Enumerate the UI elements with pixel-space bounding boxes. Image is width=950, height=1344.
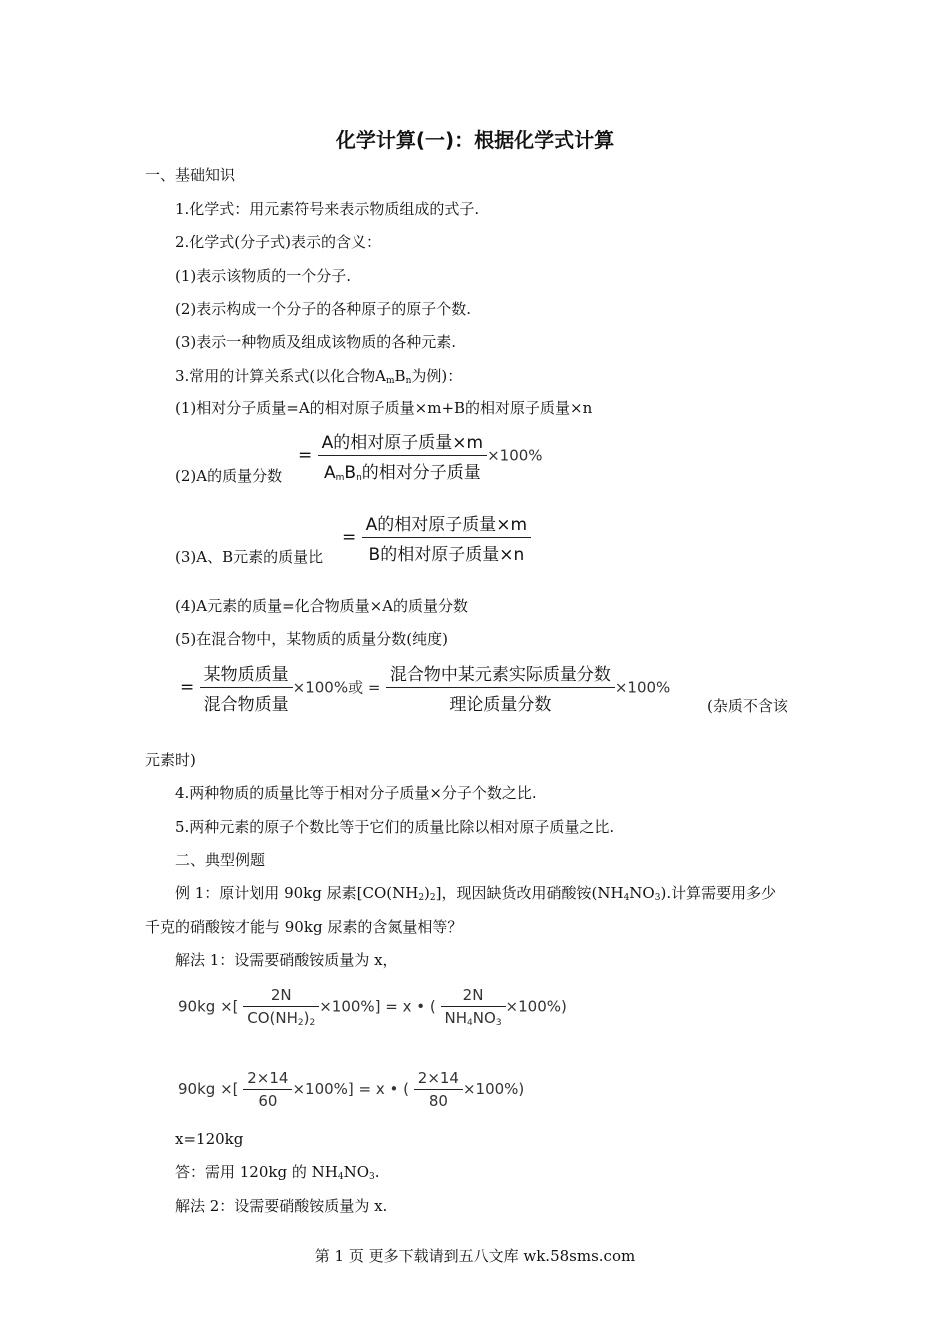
- label-mass-ratio: (3)A、B元素的质量比: [175, 548, 324, 566]
- line-meaning-1: (1)表示该物质的一个分子.: [175, 267, 352, 285]
- formula-purity: [180, 660, 670, 715]
- fraction: [386, 660, 615, 715]
- denominator-text: 的相对分子质量: [361, 463, 481, 483]
- solution-1-intro: 解法 1：设需要硝酸铵质量为 x，: [175, 951, 398, 969]
- subscript: 3: [369, 1172, 375, 1182]
- line-relative-molecular-mass: (1)相对分子质量=A的相对原子质量×m+B的相对原子质量×n: [175, 399, 593, 417]
- section-heading-basics: 一、基础知识: [145, 166, 236, 184]
- fraction-numerator: 2N: [441, 986, 506, 1007]
- equation-prefix: 90kg ×[: [178, 997, 239, 1016]
- or-connector: ×100%或 =: [292, 678, 381, 697]
- fraction-numerator: 2N: [243, 986, 319, 1007]
- formula-mass-fraction: [298, 428, 543, 483]
- page-footer: 第 1 页 更多下载请到五八文库 wk.58sms.com: [314, 1247, 636, 1265]
- subscript: 2: [297, 1018, 304, 1028]
- subscript: 2: [418, 893, 425, 903]
- fraction-denominator: 60: [258, 1092, 278, 1110]
- subscript: 4: [337, 1172, 344, 1182]
- element-b: B: [344, 463, 357, 483]
- formula-mass-ratio: [342, 510, 531, 565]
- fraction: [414, 1069, 463, 1110]
- equals-sign: =: [298, 445, 313, 466]
- line-meaning-2: (2)表示构成一个分子的各种原子的原子个数.: [175, 300, 472, 318]
- fraction: [243, 986, 319, 1028]
- fraction-denominator: B的相对原子质量×n: [368, 545, 525, 565]
- fraction-denominator: [441, 1007, 506, 1028]
- subscript: 4: [623, 893, 630, 903]
- fraction-denominator: [243, 1007, 319, 1028]
- subscript: 2: [309, 1018, 316, 1028]
- fraction: [362, 510, 531, 565]
- line-impurity-note: (杂质不含该: [707, 697, 788, 715]
- equation-suffix: ×100%): [462, 1080, 525, 1098]
- line-impurity-note-end: 元素时): [145, 751, 196, 769]
- subscript: n: [356, 473, 362, 483]
- equals-sign: =: [342, 527, 357, 548]
- solution-2-intro: 解法 2：设需要硝酸铵质量为 x.: [175, 1197, 388, 1215]
- subscript: n: [405, 376, 412, 386]
- equation-suffix: ×100%): [505, 997, 567, 1016]
- denominator-text: NO: [472, 1009, 496, 1027]
- fraction: [243, 1069, 292, 1110]
- line-mixture-fraction: (5)在混合物中，某物质的质量分数(纯度): [175, 630, 448, 648]
- line-element-mass: (4)A元素的质量=化合物质量×A的质量分数: [175, 597, 469, 615]
- subscript: 3: [654, 893, 661, 903]
- answer-line: [175, 1162, 380, 1187]
- example-1-line-2: 千克的硝酸铵才能与 90kg 尿素的含氮量相等？: [145, 918, 463, 936]
- equals-sign: =: [180, 677, 195, 698]
- fraction-denominator: [318, 456, 487, 483]
- equation-1: [178, 986, 567, 1028]
- line-calc-relations: [175, 366, 462, 391]
- calc-relations-tail: 为例)：: [411, 367, 463, 385]
- section-heading-examples: 二、典型例题: [175, 851, 266, 869]
- denominator-text: CO(NH: [247, 1009, 298, 1027]
- percent-factor: ×100%: [487, 446, 543, 465]
- answer-text: NO: [343, 1163, 370, 1181]
- answer-text: 答：需用 120kg 的 NH: [175, 1163, 338, 1181]
- line-formula-meaning: 2.化学式(分子式)表示的含义：: [175, 233, 382, 251]
- example-text: NO: [629, 884, 655, 902]
- subscript: 2: [429, 893, 436, 903]
- fraction-numerator: 某物质质量: [200, 660, 293, 688]
- fraction: [200, 660, 293, 715]
- equation-middle: ×100%] = x • (: [319, 997, 436, 1016]
- answer-text: .: [374, 1163, 380, 1181]
- equation-prefix: 90kg ×[: [178, 1080, 239, 1098]
- example-text: ]，现因缺货改用硝酸铵(NH: [435, 884, 624, 902]
- label-mass-fraction: (2)A的质量分数: [175, 467, 283, 485]
- denominator-text: ): [303, 1009, 310, 1027]
- subscript: m: [386, 376, 395, 386]
- element-a: A: [323, 463, 336, 483]
- example-1-line-1: [175, 883, 776, 908]
- fraction-numerator: 2×14: [414, 1069, 463, 1090]
- fraction: [441, 986, 506, 1028]
- element-b: B: [394, 367, 406, 385]
- fraction-denominator: 80: [428, 1092, 448, 1110]
- fraction-numerator: A的相对原子质量×m: [318, 428, 487, 456]
- percent-factor: ×100%: [614, 678, 671, 697]
- page-title: 化学计算(一)：根据化学式计算: [335, 128, 615, 152]
- example-text: ): [424, 884, 430, 902]
- result-x: x=120kg: [175, 1130, 244, 1148]
- line-meaning-3: (3)表示一种物质及组成该物质的各种元素.: [175, 333, 457, 351]
- subscript: 4: [467, 1018, 473, 1028]
- fraction-numerator: 混合物中某元素实际质量分数: [386, 660, 615, 688]
- denominator-text: NH: [444, 1009, 468, 1027]
- line-mass-ratio-rule: 4.两种物质的质量比等于相对分子质量×分子个数之比.: [175, 784, 537, 802]
- fraction: [318, 428, 487, 483]
- equation-2: [178, 1069, 524, 1110]
- example-text: ).计算需要用多少: [660, 884, 777, 902]
- line-atom-ratio-rule: 5.两种元素的原子个数比等于它们的质量比除以相对原子质量之比.: [175, 818, 615, 836]
- subscript: 3: [495, 1018, 502, 1028]
- fraction-denominator: 混合物质量: [203, 695, 289, 715]
- line-formula-definition: 1.化学式：用元素符号来表示物质组成的式子.: [175, 200, 480, 218]
- fraction-numerator: 2×14: [243, 1069, 292, 1090]
- fraction-numerator: A的相对原子质量×m: [362, 510, 531, 538]
- calc-relations-text: 3.常用的计算关系式(以化合物A: [175, 367, 386, 385]
- example-text: 例 1：原计划用 90kg 尿素[CO(NH: [175, 884, 419, 902]
- fraction-denominator: 理论质量分数: [449, 695, 552, 715]
- subscript: m: [335, 473, 345, 483]
- equation-middle: ×100%] = x • (: [292, 1080, 409, 1098]
